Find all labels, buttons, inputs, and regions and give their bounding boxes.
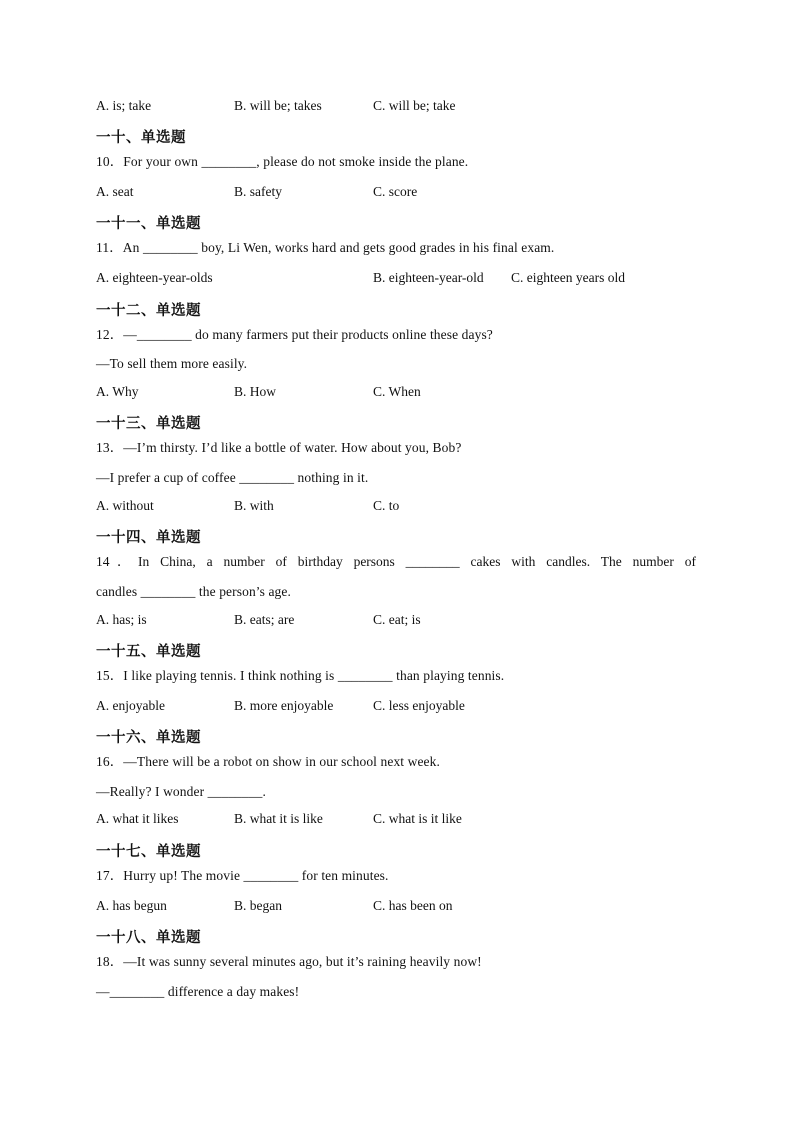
option-a: A. has begun bbox=[96, 898, 167, 913]
question-text: —I prefer a cup of coffee ________ nothing in it. bbox=[96, 470, 369, 485]
question-text: 10．For your own ________, please do not smoke inside the plane. bbox=[96, 154, 469, 169]
option-a: A. enjoyable bbox=[96, 698, 165, 713]
section-heading: 一十一、单选题 bbox=[96, 216, 201, 232]
option-c: C. eat; is bbox=[373, 612, 421, 627]
section-heading: 一十、单选题 bbox=[96, 130, 186, 146]
option-b: B. safety bbox=[234, 184, 282, 199]
option-c: C. what is it like bbox=[373, 811, 462, 826]
option-a: A. without bbox=[96, 498, 154, 513]
section-heading: 一十七、单选题 bbox=[96, 844, 201, 860]
option-b: B. eighteen-year-old bbox=[373, 270, 484, 285]
question-text: 11．An ________ boy, Li Wen, works hard and gets good grades in his final exam. bbox=[96, 240, 555, 255]
option-a: A. eighteen-year-olds bbox=[96, 270, 213, 285]
option-a: A. what it likes bbox=[96, 811, 179, 826]
option-b: B. will be; takes bbox=[234, 98, 322, 113]
option-c: C. has been on bbox=[373, 898, 453, 913]
section-heading: 一十四、单选题 bbox=[96, 530, 201, 546]
section-heading: 一十八、单选题 bbox=[96, 930, 201, 946]
question-text: —________ difference a day makes! bbox=[96, 984, 300, 999]
option-b: B. How bbox=[234, 384, 277, 399]
option-c: C. When bbox=[373, 384, 421, 399]
section-heading: 一十二、单选题 bbox=[96, 303, 201, 319]
question-text: candles ________ the person’s age. bbox=[96, 584, 291, 599]
question-text: 18．—It was sunny several minutes ago, but it’s raining heavily now! bbox=[96, 954, 482, 969]
question-text: —To sell them more easily. bbox=[96, 356, 248, 371]
section-heading: 一十三、单选题 bbox=[96, 416, 201, 432]
option-b: B. what it is like bbox=[234, 811, 323, 826]
option-c: C. to bbox=[373, 498, 400, 513]
option-c: C. less enjoyable bbox=[373, 698, 465, 713]
question-text: 15．I like playing tennis. I think nothing is ________ than playing tennis. bbox=[96, 668, 505, 683]
option-b: B. began bbox=[234, 898, 282, 913]
question-text: 13．—I’m thirsty. I’d like a bottle of water. How about you, Bob? bbox=[96, 440, 462, 455]
option-c: C. will be; take bbox=[373, 98, 456, 113]
option-c: C. eighteen years old bbox=[511, 270, 625, 285]
option-b: B. eats; are bbox=[234, 612, 295, 627]
question-text: 17．Hurry up! The movie ________ for ten minutes. bbox=[96, 868, 389, 883]
section-heading: 一十六、单选题 bbox=[96, 730, 201, 746]
option-b: B. more enjoyable bbox=[234, 698, 334, 713]
question-text: 16．—There will be a robot on show in our school next week. bbox=[96, 754, 440, 769]
section-heading: 一十五、单选题 bbox=[96, 644, 201, 660]
question-text: —Really? I wonder ________. bbox=[96, 784, 266, 799]
option-a: A. Why bbox=[96, 384, 139, 399]
option-b: B. with bbox=[234, 498, 274, 513]
option-c: C. score bbox=[373, 184, 418, 199]
question-text: 12．—________ do many farmers put their products online these days? bbox=[96, 327, 493, 342]
option-a: A. is; take bbox=[96, 98, 152, 113]
question-text: 14．In China, a number of birthday persons ________ cakes with candles. The number of bbox=[96, 554, 696, 569]
option-a: A. has; is bbox=[96, 612, 147, 627]
option-a: A. seat bbox=[96, 184, 134, 199]
